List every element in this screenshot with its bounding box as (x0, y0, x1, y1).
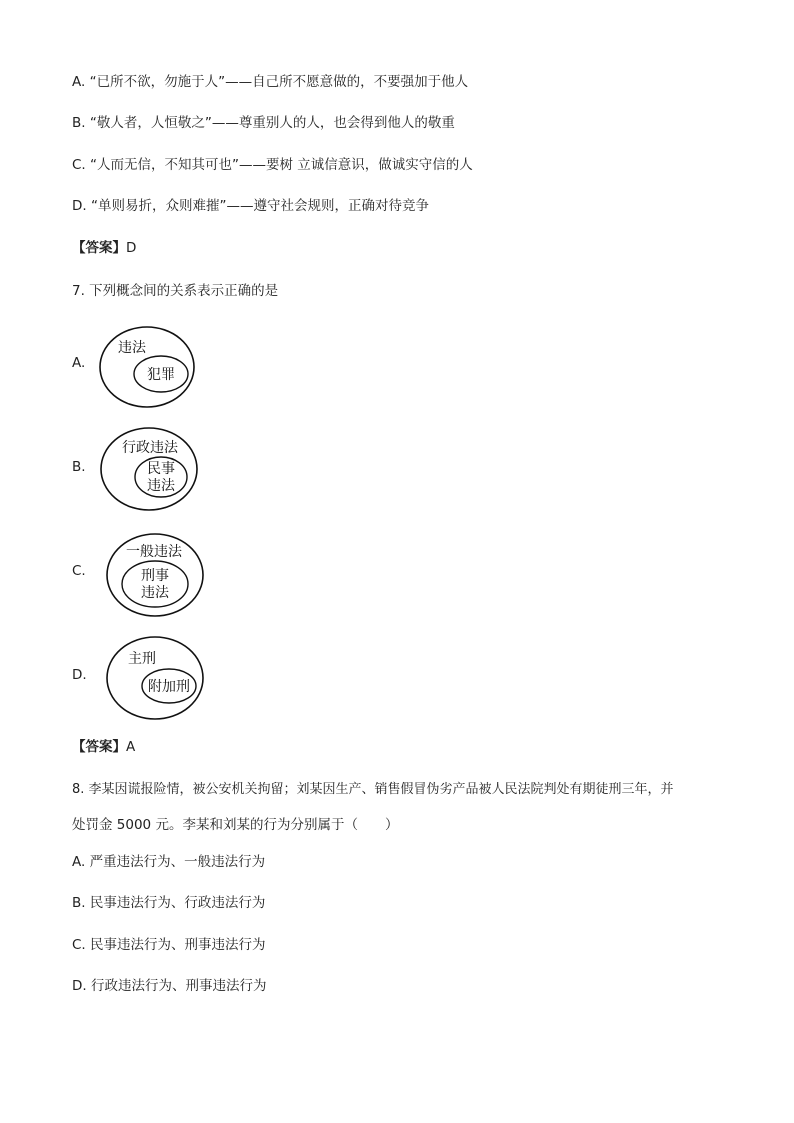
q7-option-c-letter: C. (72, 563, 86, 579)
q7-option-d-diagram (104, 634, 208, 726)
q8-option-b (72, 894, 265, 912)
q6-option-c (72, 156, 473, 174)
option-letter: C. (72, 937, 86, 953)
q6-answer (72, 239, 136, 257)
q7-option-a-diagram (96, 324, 200, 414)
inner-label-line2: 违法 (147, 478, 175, 494)
option-text: “人而无信，不知其可也”——要树 立诚信意识，做诚实守信的人 (90, 157, 473, 173)
q8-option-d (72, 977, 266, 995)
inner-label-line1: 民事 (147, 461, 175, 477)
outer-label: 主刑 (128, 651, 156, 667)
option-letter: A. (72, 854, 86, 870)
inner-label: 犯罪 (147, 367, 175, 383)
answer-mark: 【答案】 (72, 739, 126, 755)
q7-answer (72, 738, 135, 756)
answer-mark: 【答案】 (72, 240, 126, 256)
outer-label: 违法 (118, 340, 146, 356)
q8-option-a (72, 853, 265, 871)
outer-circle (107, 637, 203, 719)
answer-value: A (126, 739, 136, 755)
q8-stem-line2: 处罚金 5000 元。李某和刘某的行为分别属于（ ） (72, 817, 399, 833)
q7-option-b-diagram (98, 425, 202, 517)
option-text: 严重违法行为、一般违法行为 (89, 854, 266, 870)
inner-label-line2: 违法 (141, 585, 169, 601)
q6-option-b (72, 114, 455, 132)
option-letter: B. (72, 115, 86, 131)
option-letter: D. (72, 978, 87, 994)
option-text: 行政违法行为、刑事违法行为 (90, 978, 267, 994)
option-text: “敬人者，人恒敬之”——尊重别人的人，也会得到他人的敬重 (89, 115, 455, 131)
q7-option-a-letter: A. (72, 355, 86, 371)
option-text: 民事违法行为、行政违法行为 (89, 895, 266, 911)
q7-option-d-letter: D. (72, 667, 87, 683)
q6-option-a (72, 73, 468, 91)
option-letter: B. (72, 895, 86, 911)
q7-option-b-letter: B. (72, 459, 86, 475)
q8-stem-line1: 8. 李某因谎报险情，被公安机关拘留；刘某因生产、销售假冒伪劣产品被人民法院判处有期徒刑三年，并 (72, 782, 674, 797)
q7-option-c-diagram (104, 531, 208, 623)
option-letter: A. (72, 74, 86, 90)
outer-label: 行政违法 (122, 440, 178, 456)
option-text: 民事违法行为、刑事违法行为 (90, 937, 266, 953)
option-letter: D. (72, 198, 87, 214)
inner-label: 附加刑 (148, 679, 190, 695)
inner-label-line1: 刑事 (141, 568, 169, 584)
answer-value: D (126, 240, 137, 256)
option-letter: C. (72, 157, 86, 173)
q8-option-c (72, 936, 266, 954)
option-text: “已所不欲，勿施于人”——自己所不愿意做的，不要强加于他人 (89, 74, 469, 90)
option-text: “单则易折，众则难摧”——遵守社会规则，正确对待竞争 (90, 198, 429, 214)
q7-stem: 7. 下列概念间的关系表示正确的是 (72, 283, 279, 299)
outer-label: 一般违法 (126, 544, 182, 560)
q6-option-d (72, 197, 429, 215)
